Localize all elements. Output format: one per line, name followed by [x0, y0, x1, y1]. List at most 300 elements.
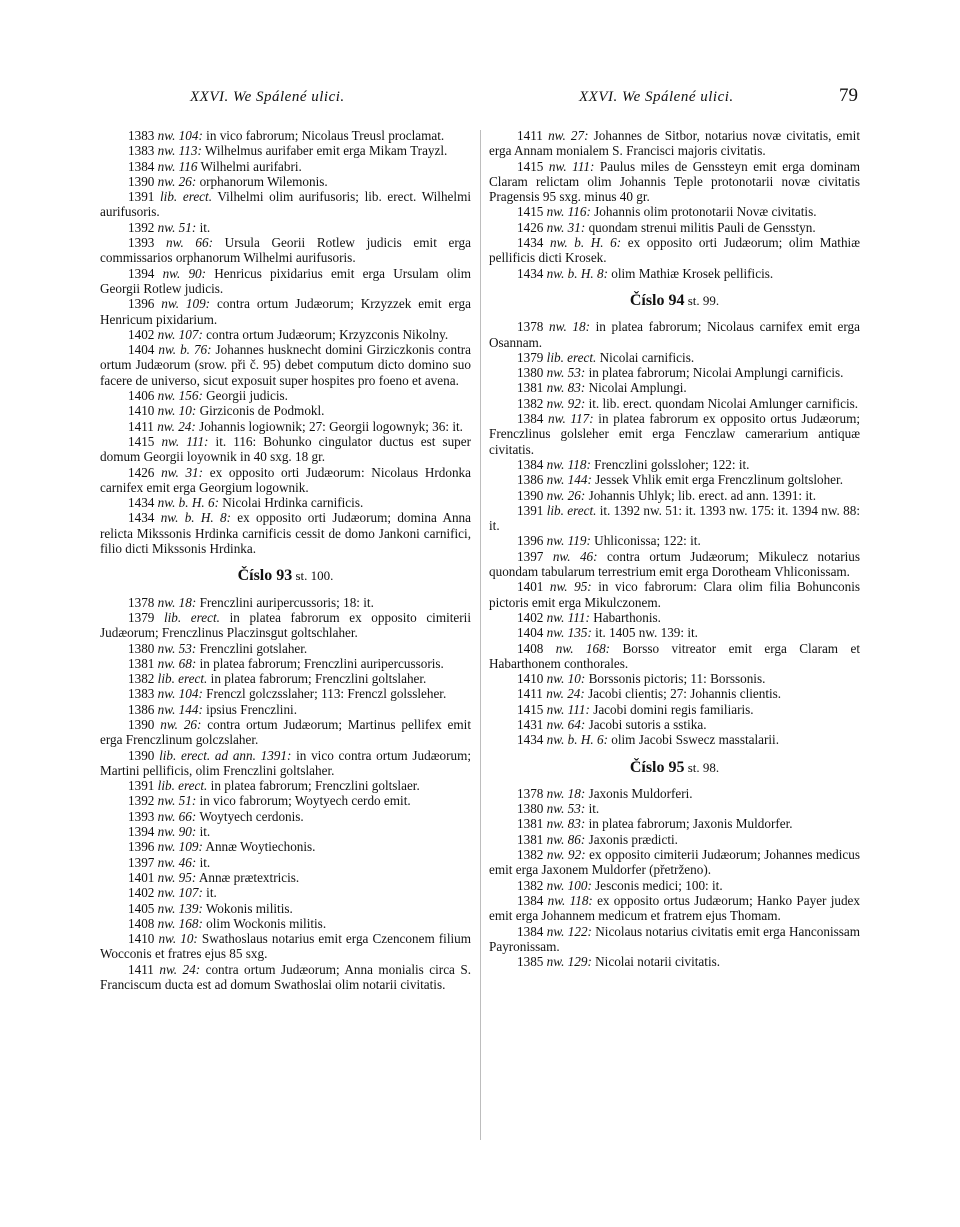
entry-text: Jacobi domini regis familiaris. — [589, 701, 754, 717]
entry-reference: nw. 18: — [546, 785, 586, 801]
entry-reference: nw. 104: — [157, 686, 203, 702]
section-heading-title: Číslo 94 — [629, 291, 685, 309]
entry-year: 1384 — [517, 456, 544, 472]
entries-block — [100, 128, 471, 556]
entry-year: 1384 — [517, 411, 544, 427]
entry-text: ex opposito orti Judæorum; domina Anna relicta Mikssonis Hrdinka carnificis cessit de domo Jankoni carnifici, filio dicti Mikssonis Hrdinka. — [100, 510, 472, 557]
entry-reference: nw. 129: — [546, 954, 592, 970]
entry-reference: nw. 51: — [157, 793, 197, 809]
entry-text: olim Wockonis militis. — [202, 915, 327, 931]
register-entry — [489, 686, 860, 701]
register-entry — [100, 419, 471, 434]
entry-text: it. — [196, 219, 211, 235]
entry-reference: nw. 64: — [546, 716, 586, 732]
entry-year: 1410 — [517, 671, 544, 687]
register-entry — [489, 235, 860, 266]
entry-text: ipsius Frenczlini. — [202, 701, 297, 717]
entry-reference: nw. 83: — [546, 380, 586, 396]
entry-year: 1426 — [128, 464, 155, 480]
entry-text: in platea fabrorum; Frenczlini auripercussoris. — [196, 655, 444, 671]
register-entry — [489, 801, 860, 816]
entry-year: 1401 — [517, 579, 544, 595]
entry-text: Jessek Vhlik emit erga Frenczlinum goltsloher. — [591, 472, 843, 488]
register-entry — [100, 793, 471, 808]
section-heading-ref: st. 100. — [292, 568, 334, 584]
register-entry — [100, 916, 471, 931]
entry-text: Johannis olim protonotarii Novæ civitatis. — [590, 204, 817, 220]
register-entry — [489, 816, 860, 831]
entry-text: in platea fabrorum ex opposito cimiterii Judæorum; Frenczlinus Placzinsgut goltschlaher. — [100, 609, 471, 641]
entry-year: 1411 — [128, 961, 154, 977]
running-title-left: XXVI. We Spálené ulici. — [190, 89, 345, 105]
entry-text: Nicolai carnificis. — [596, 349, 695, 365]
register-entry — [489, 319, 860, 350]
entry-reference: nw. 92: — [546, 395, 586, 411]
entry-text: Frenczlini golssloher; 122: it. — [590, 456, 750, 472]
register-entry — [100, 931, 471, 962]
entry-year: 1410 — [128, 931, 155, 947]
section-heading — [489, 293, 860, 308]
register-entry — [100, 266, 471, 297]
register-entry — [100, 962, 471, 993]
entry-reference: nw. b. H. 8: — [546, 265, 608, 281]
entry-year: 1402 — [128, 885, 155, 901]
entry-reference: nw. b. 76: — [158, 342, 212, 358]
entry-year: 1384 — [517, 923, 544, 939]
entry-year: 1380 — [128, 640, 155, 656]
register-entry — [489, 472, 860, 487]
entry-reference: nw. 95: — [549, 579, 592, 595]
entry-reference: nw. 117: — [548, 411, 594, 427]
register-entry — [100, 778, 471, 793]
entry-reference: nw. 53: — [546, 365, 586, 381]
entry-year: 1404 — [517, 625, 544, 641]
running-title-right: XXVI. We Spálené ulici. — [579, 89, 734, 105]
entry-text: Frenczl golczsslaher; 113: Frenczl golssleher. — [202, 686, 447, 702]
register-entry — [489, 786, 860, 801]
entry-year: 1379 — [517, 349, 544, 365]
register-entry — [489, 533, 860, 548]
entry-year: 1383 — [128, 686, 155, 702]
entry-reference: nw. 53: — [157, 640, 197, 656]
entry-reference: nw. 24: — [157, 418, 196, 434]
register-entry — [100, 159, 471, 174]
entry-year: 1431 — [517, 716, 544, 732]
entry-text: it. 1405 nw. 139: it. — [591, 625, 698, 641]
entry-year: 1397 — [128, 854, 155, 870]
entry-year: 1415 — [517, 158, 544, 174]
entry-text: it. — [202, 885, 217, 901]
right-column — [489, 128, 860, 969]
column-divider — [480, 130, 481, 1140]
entry-reference: nw. 86: — [546, 831, 586, 847]
register-entry — [100, 809, 471, 824]
entry-text: it. — [585, 801, 600, 817]
section-heading-title: Číslo 95 — [629, 758, 685, 776]
entry-text: Nicolai Hrdinka carnificis. — [218, 495, 364, 511]
register-entry — [489, 641, 860, 672]
entry-year: 1394 — [128, 824, 155, 840]
register-entry — [489, 625, 860, 640]
register-entry — [489, 893, 860, 924]
entry-text: olim Jacobi Sswecz masstalarii. — [607, 732, 780, 748]
register-entry — [489, 954, 860, 969]
register-entry — [489, 732, 860, 747]
entry-year: 1402 — [128, 326, 155, 342]
entry-reference: nw. 90: — [157, 824, 197, 840]
entry-year: 1391 — [128, 778, 155, 794]
register-entry — [489, 503, 860, 534]
entry-text: in platea fabrorum; Nicolai Amplungi carnificis. — [585, 365, 844, 381]
entry-reference: nw. 168: — [157, 915, 203, 931]
register-entry — [489, 365, 860, 380]
entry-year: 1434 — [517, 265, 544, 281]
entry-text: Wilhelmi aurifabri. — [197, 158, 302, 174]
register-entry — [489, 350, 860, 365]
entry-reference: nw. 113: — [157, 143, 202, 159]
register-entry — [489, 128, 860, 159]
entry-year: 1402 — [517, 609, 544, 625]
left-column — [100, 128, 471, 992]
entry-year: 1381 — [517, 831, 544, 847]
register-entry — [100, 327, 471, 342]
entry-year: 1386 — [128, 701, 155, 717]
entry-text: Frenczlini auripercussoris; 18: it. — [196, 594, 374, 610]
register-entry — [100, 671, 471, 686]
entry-text: Borssonis pictoris; 11: Borssonis. — [585, 671, 766, 687]
entry-text: in platea fabrorum; Nicolaus carnifex emit erga Osannam. — [489, 319, 860, 350]
entry-year: 1382 — [128, 671, 155, 687]
entry-reference: nw. 66: — [157, 808, 197, 824]
entry-year: 1406 — [128, 388, 155, 404]
register-entry — [100, 495, 471, 510]
entry-year: 1415 — [517, 204, 544, 220]
entry-reference: nw. 10: — [158, 931, 198, 947]
register-entry — [100, 656, 471, 671]
entry-text: contra ortum Judæorum; Krzyzconis Nikolny. — [202, 326, 449, 342]
entry-reference: nw. 135: — [546, 625, 592, 641]
entry-reference: lib. erect. — [157, 778, 208, 794]
entry-text: Jesconis medici; 100: it. — [591, 877, 723, 893]
entry-reference: nw. 116 — [157, 158, 198, 174]
entry-text: Johannis logiownik; 27: Georgii logownyk; 36: it. — [195, 418, 463, 434]
register-entry — [489, 549, 860, 580]
entry-reference: nw. 104: — [157, 128, 203, 143]
entry-text: contra ortum Judæorum; Martinus pellifex emit erga Frenczlinum golczslaher. — [100, 716, 471, 748]
entry-text: Johannis Uhlyk; lib. erect. ad ann. 1391: it. — [585, 487, 817, 503]
register-entry — [100, 174, 471, 189]
entry-reference: lib. erect. — [163, 609, 220, 625]
entry-reference: nw. 109: — [161, 296, 211, 312]
entry-text: in platea fabrorum; Frenczlini goltslaher. — [207, 671, 427, 687]
entry-reference: nw. b. H. 6: — [549, 235, 622, 251]
entry-year: 1382 — [517, 877, 544, 893]
register-entry — [100, 839, 471, 854]
entry-text: Nicolai Amplungi. — [585, 380, 687, 396]
entry-year: 1383 — [128, 128, 155, 143]
entry-year: 1397 — [517, 548, 544, 564]
entry-text: in vico contra ortum Judæorum; Martini pellificis, olim Frenczlini goltslaher. — [100, 747, 472, 778]
section-heading — [489, 760, 860, 775]
entry-text: it. 1392 nw. 51: it. 1393 nw. 175: it. 1394 nw. 88: it. — [489, 502, 861, 534]
entry-text: ex opposito ortus Judæorum; Hanko Payer judex emit erga Johannem medicum et fratrem ejus Thomam. — [489, 892, 860, 924]
entry-text: it. 116: Bohunko cingulator ductus est super domum Georgii loyownik in 40 sxg. 18 gr. — [100, 433, 471, 465]
entry-year: 1411 — [517, 686, 543, 702]
entry-year: 1380 — [517, 801, 544, 817]
entry-year: 1434 — [128, 510, 155, 526]
entry-reference: nw. 107: — [157, 326, 203, 342]
entry-year: 1381 — [517, 380, 544, 396]
register-entry — [100, 824, 471, 839]
entry-year: 1383 — [128, 143, 155, 159]
register-entry — [489, 832, 860, 847]
entry-text: Habarthonis. — [589, 609, 661, 625]
entry-reference: nw. 156: — [157, 388, 203, 404]
register-entry — [100, 855, 471, 870]
entries-block — [489, 786, 860, 970]
entry-year: 1396 — [128, 839, 155, 855]
entry-year: 1381 — [517, 816, 544, 832]
entry-text: ex opposito cimiterii Judæorum; Johannes medicus emit erga Jaxonem Muldorfer (přetrženo). — [489, 847, 860, 878]
section-heading-ref: st. 99. — [684, 292, 720, 308]
entry-text: contra ortum Judæorum; Anna monialis circa S. Franciscum ducta est ad domum Swathoslai olim notarii civitatis. — [100, 961, 472, 993]
entry-text: contra ortum Judæorum; Mikulecz notarius quondam tabularum terrestrium emit erga Dorotheam Vhliconissam. — [489, 548, 861, 580]
entry-reference: nw. 26: — [160, 716, 202, 732]
register-entry — [100, 403, 471, 418]
entry-text: Georgii judicis. — [202, 388, 288, 404]
entry-text: Jacobi clientis; 27: Johannis clientis. — [584, 686, 782, 702]
entry-year: 1384 — [128, 158, 155, 174]
entry-reference: nw. b. H. 8: — [160, 510, 231, 526]
entry-text: in vico fabrorum: Clara olim filia Bohunconis pictoris emit erga Mikulczonem. — [489, 579, 860, 610]
entry-year: 1396 — [517, 533, 544, 549]
entry-text: Vilhelmi olim aurifusoris; lib. erect. Wilhelmi aurifusoris. — [100, 189, 471, 220]
entry-reference: nw. 111: — [546, 609, 590, 625]
register-entry — [489, 266, 860, 281]
entry-year: 1404 — [128, 342, 155, 358]
register-entry — [100, 235, 471, 266]
register-entry — [100, 717, 471, 748]
register-entry — [489, 396, 860, 411]
entry-year: 1382 — [517, 395, 544, 411]
register-entry — [100, 510, 471, 556]
entry-reference: nw. 24: — [159, 961, 201, 977]
register-entry — [489, 579, 860, 610]
entry-year: 1434 — [517, 732, 544, 748]
entry-year: 1434 — [517, 235, 544, 251]
entry-year: 1382 — [517, 847, 544, 863]
entry-reference: nw. 111: — [546, 701, 590, 717]
entry-reference: nw. 139: — [157, 900, 203, 916]
entry-year: 1385 — [517, 954, 544, 970]
entry-text: in platea fabrorum; Jaxonis Muldorfer. — [585, 816, 793, 832]
register-entry — [100, 702, 471, 717]
entry-text: Johannes husknecht domini Girziczkonis contra ortum Judæorum (srow. při č. 95) debet computum dicto domino suo facere de universo, sicut exposuit super hospites pro foeno et avena. — [100, 342, 472, 388]
entry-text: Borsso vitreator emit erga Claram et Habarthonem conthorales. — [489, 640, 860, 671]
entry-text: ex opposito orti Judæorum; olim Mathiæ pellificis dicti Krosek. — [489, 235, 860, 266]
entry-reference: nw. 92: — [546, 847, 586, 863]
register-entry — [100, 610, 471, 641]
entry-year: 1381 — [128, 655, 155, 671]
register-entry — [489, 717, 860, 732]
register-entry — [100, 595, 471, 610]
register-entry — [489, 878, 860, 893]
register-entry — [489, 488, 860, 503]
entry-reference: nw. b. H. 6: — [157, 495, 219, 511]
entry-text: Ursula Georii Rotlew judicis emit erga commissarios orphanorum Wilhelmi aurifusoris. — [100, 235, 471, 266]
entry-year: 1408 — [128, 915, 155, 931]
page-number: 79 — [839, 85, 858, 106]
entry-text: Frenczlini gotslaher. — [196, 640, 308, 656]
entry-year: 1390 — [128, 173, 155, 189]
entry-reference: nw. 95: — [157, 869, 197, 885]
register-entry — [100, 388, 471, 403]
entry-text: Girziconis de Podmokl. — [196, 403, 325, 419]
entry-year: 1378 — [517, 785, 544, 801]
register-entry — [489, 671, 860, 686]
entry-year: 1378 — [517, 319, 544, 335]
entry-reference: nw. 100: — [546, 877, 592, 893]
entry-reference: nw. 168: — [555, 640, 611, 656]
register-entry — [489, 457, 860, 472]
entry-reference: nw. 46: — [157, 854, 197, 870]
register-entry — [100, 434, 471, 465]
entry-reference: nw. b. H. 6: — [546, 732, 608, 748]
entry-year: 1408 — [517, 640, 544, 656]
register-entry — [100, 885, 471, 900]
entry-reference: nw. 10: — [546, 671, 586, 687]
entry-text: Uhliconissa; 122: it. — [590, 533, 701, 549]
register-entry — [489, 220, 860, 235]
entry-year: 1415 — [517, 701, 544, 717]
register-entry — [100, 128, 471, 143]
entry-text: Annæ prætextricis. — [196, 869, 300, 885]
entry-reference: nw. 144: — [157, 701, 203, 717]
entry-year: 1390 — [517, 487, 544, 503]
entry-text: Paulus miles de Genssteyn emit erga dominam Claram relictam olim Johannis Teple protonotarii novæ civitatis Pragensis 95 sxg. minus 40 gr. — [489, 158, 861, 205]
entry-text: Swathoslaus notarius emit erga Czenconem filium Wocconis et fratres ejus 85 sxg. — [100, 931, 471, 962]
entry-reference: nw. 66: — [166, 235, 213, 251]
entry-year: 1394 — [128, 265, 155, 281]
entry-reference: nw. 27: — [548, 128, 589, 143]
entry-year: 1426 — [517, 219, 544, 235]
entry-text: quondam strenui militis Pauli de Gensstyn. — [585, 219, 816, 235]
entry-reference: nw. 116: — [546, 204, 591, 220]
section-heading — [100, 568, 471, 583]
entry-reference: nw. 24: — [546, 686, 585, 702]
entry-reference: nw. 111: — [548, 158, 595, 174]
register-entry — [489, 159, 860, 205]
entry-year: 1379 — [128, 609, 155, 625]
entry-reference: nw. 31: — [546, 219, 586, 235]
entry-year: 1384 — [517, 892, 544, 908]
entry-year: 1393 — [128, 235, 155, 251]
entry-reference: nw. 119: — [546, 533, 591, 549]
entry-text: Woytyech cerdonis. — [196, 808, 304, 824]
entry-text: in platea fabrorum ex opposito ortus Judæorum; Frenczlinus golsleher emit erga Fenczlaw camerarium antiquæ civitatis. — [489, 411, 860, 457]
entry-text: in vico fabrorum; Nicolaus Treusl proclamat. — [202, 128, 445, 143]
entry-text: Jacobi sutoris a sstika. — [585, 716, 707, 732]
entry-reference: nw. 109: — [157, 839, 203, 855]
entry-reference: lib. erect. — [157, 671, 208, 687]
entry-reference: lib. erect. — [546, 502, 597, 518]
register-entry — [100, 686, 471, 701]
entry-reference: nw. 83: — [546, 816, 586, 832]
entries-block — [489, 128, 860, 281]
entry-year: 1411 — [128, 418, 154, 434]
register-entry — [489, 411, 860, 457]
entry-text: Jaxonis Muldorferi. — [585, 785, 693, 801]
entry-reference: nw. 111: — [161, 433, 209, 449]
entry-text: Jaxonis prædicti. — [585, 831, 678, 847]
entry-year: 1380 — [517, 365, 544, 381]
entry-reference: lib. erect. ad ann. 1391: — [159, 747, 292, 763]
entry-text: Nicolai notarii civitatis. — [591, 954, 721, 970]
entry-reference: lib. erect. — [160, 189, 213, 205]
entry-year: 1390 — [128, 716, 155, 732]
register-entry — [489, 380, 860, 395]
entry-reference: nw. 26: — [546, 487, 586, 503]
entry-text: it. — [196, 854, 211, 870]
entry-text: Annæ Woytiechonis. — [202, 839, 316, 855]
entry-year: 1434 — [128, 495, 155, 511]
entry-year: 1396 — [128, 296, 155, 312]
entry-text: in vico fabrorum; Woytyech cerdo emit. — [196, 793, 411, 809]
entry-reference: nw. 51: — [157, 219, 197, 235]
entry-text: olim Mathiæ Krosek pellificis. — [607, 265, 774, 281]
entry-year: 1390 — [128, 747, 155, 763]
entry-year: 1386 — [517, 472, 544, 488]
entry-text: Nicolaus notarius civitatis emit erga Hanconissam Payronissam. — [489, 923, 860, 954]
register-entry — [100, 465, 471, 496]
register-entry — [100, 342, 471, 388]
entry-year: 1391 — [517, 502, 544, 518]
register-entry — [100, 296, 471, 327]
entries-block — [489, 319, 860, 747]
register-entry — [100, 641, 471, 656]
entry-year: 1392 — [128, 793, 155, 809]
entry-reference: nw. 18: — [157, 594, 197, 610]
entry-reference: nw. 26: — [157, 173, 197, 189]
entries-block — [100, 595, 471, 993]
entry-text: Wokonis militis. — [202, 900, 293, 916]
entry-reference: nw. 10: — [157, 403, 197, 419]
entry-reference: nw. 90: — [162, 265, 207, 281]
entry-reference: nw. 68: — [157, 655, 197, 671]
entry-text: Henricus pixidarius emit erga Ursulam olim Georgii Rotlew judicis. — [100, 265, 471, 296]
register-entry — [489, 610, 860, 625]
entry-reference: nw. 118: — [546, 456, 591, 472]
entry-year: 1391 — [128, 189, 155, 205]
entry-year: 1401 — [128, 869, 155, 885]
entry-year: 1405 — [128, 900, 155, 916]
register-entry — [489, 204, 860, 219]
register-entry — [100, 870, 471, 885]
running-header — [0, 85, 960, 113]
entry-text: contra ortum Judæorum; Krzyzzek emit erga Henricum pixidarium. — [100, 296, 471, 327]
register-entry — [100, 189, 471, 220]
entry-text: Wilhelmus aurifaber emit erga Mikam Trayzl. — [201, 143, 448, 159]
entry-reference: nw. 107: — [157, 885, 203, 901]
entry-year: 1415 — [128, 433, 155, 449]
entry-text: it. — [196, 824, 211, 840]
register-entry — [100, 143, 471, 158]
entry-text: it. lib. erect. quondam Nicolai Amlunger carnificis. — [585, 395, 859, 411]
entry-text: Johannes de Sitbor, notarius novæ civitatis, emit erga Annam monialem S. Francisci majoris civitatis. — [489, 128, 860, 159]
register-entry — [100, 901, 471, 916]
entry-year: 1393 — [128, 808, 155, 824]
register-entry — [100, 220, 471, 235]
